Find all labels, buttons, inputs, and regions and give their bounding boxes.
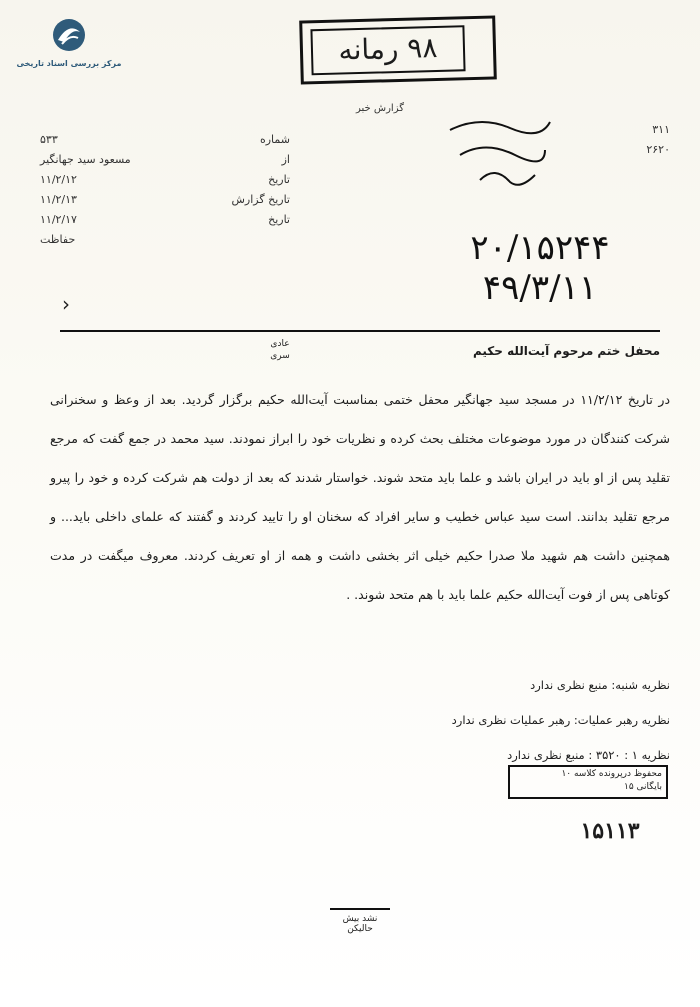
header-divider	[60, 330, 660, 332]
meta-row	[40, 170, 290, 190]
meta-value: ۵۳۳	[40, 133, 58, 146]
filing-stamp-line-2: بایگانی ۱۵	[623, 782, 662, 792]
archive-logo-icon	[52, 18, 86, 52]
report-label: گزارش خبر	[356, 103, 404, 114]
meta-value: ۱۱/۲/۱۲	[40, 173, 77, 186]
meta-row	[40, 210, 290, 230]
classification-mark: عادی سری	[270, 339, 290, 361]
handwritten-number: ۲۰/۱۵۲۴۴	[470, 228, 610, 268]
body-line: بعد از وعظ و سخنرانی شرکت کنندگان در مورد موضوعات مختلف بحث کرده و نظریات خود را ابراز نمودند.	[50, 392, 670, 446]
body-line: است سید عباس خطیب و سایر افراد که سخنان او را تایید کردند و گفتند که علمای داخلی باید...	[60, 509, 572, 524]
meta-value: مسعود سید جهانگیر	[40, 153, 131, 166]
opinion-block	[300, 668, 670, 773]
meta-value: ۱۱/۲/۱۳	[40, 193, 77, 206]
meta-row	[40, 150, 290, 170]
handwritten-date: ۴۹/۳/۱۱	[482, 268, 598, 308]
document-body	[50, 380, 670, 614]
opinion-line-3: نظریه ۱ : ۳۵۲۰ : منبع نظری ندارد	[507, 748, 670, 762]
opinion-line-1: نظریه شنبه: منبع نظری ندارد	[530, 678, 670, 692]
body-line: سید محمد در جمع گفت که مرجع تقلید پس از او باید در ایران باشد و علما باید متحد شوند.	[50, 431, 670, 485]
meta-label: شماره	[259, 133, 290, 146]
body-line: معروف میگفت در مدت کوتاهی پس از فوت آیت‌الله حکیم علما باید با هم متحد شوند. .	[50, 548, 670, 602]
meta-label: تاریخ	[268, 213, 290, 226]
meta-row	[40, 230, 290, 250]
footer-text: نشد بیش حالیکن	[342, 914, 378, 934]
meta-value: ۱۱/۲/۱۷	[40, 213, 77, 226]
body-line: خواستار شدند که بعد از دولت هم شرکت کرده و خود را پیرو مرجع تقلید بدانند.	[50, 470, 670, 524]
meta-value: ۲۶۲۰	[646, 143, 670, 156]
meta-value: ۳۱۱	[652, 123, 670, 136]
handwritten-reference	[440, 228, 640, 308]
margin-mark: ›	[62, 292, 70, 316]
body-line: در تاریخ ۱۱/۲/۱۲ در مسجد سید جهانگیر محفل ختمی بمناسبت آیت‌الله حکیم برگزار گردید.	[181, 392, 671, 407]
archive-logo	[14, 14, 124, 74]
opinion-line-2: نظریه رهبر عملیات: رهبر عملیات نظری ندارد	[451, 713, 670, 727]
filing-stamp	[508, 765, 668, 799]
header-stamp-text: ۹۸ رمانه	[310, 25, 465, 75]
handwritten-bottom-number: ۱۵۱۱۳	[580, 818, 640, 844]
meta-label: تاریخ گزارش	[231, 193, 290, 206]
meta-right-block	[540, 120, 670, 160]
meta-row	[40, 190, 290, 210]
header-stamp	[299, 15, 497, 84]
archive-logo-text: مرکز بررسی اسناد تاریخی	[16, 59, 122, 68]
footer-divider	[330, 908, 390, 910]
meta-row	[40, 130, 290, 150]
meta-label: تاریخ	[268, 173, 290, 186]
meta-value: حفاظت	[40, 233, 76, 246]
meta-left-block	[40, 130, 290, 250]
filing-stamp-line-1: محفوظ درپرونده کلاسه ۱۰	[561, 769, 662, 779]
body-line: و همچنین داشت هم شهید ملا صدرا حکیم خیلی اثر بخشی داشت و همه از او تعریف کردند.	[50, 509, 670, 563]
document-title: محفل ختم مرحوم آیت‌الله حکیم	[472, 344, 660, 358]
meta-label: از	[281, 153, 290, 166]
